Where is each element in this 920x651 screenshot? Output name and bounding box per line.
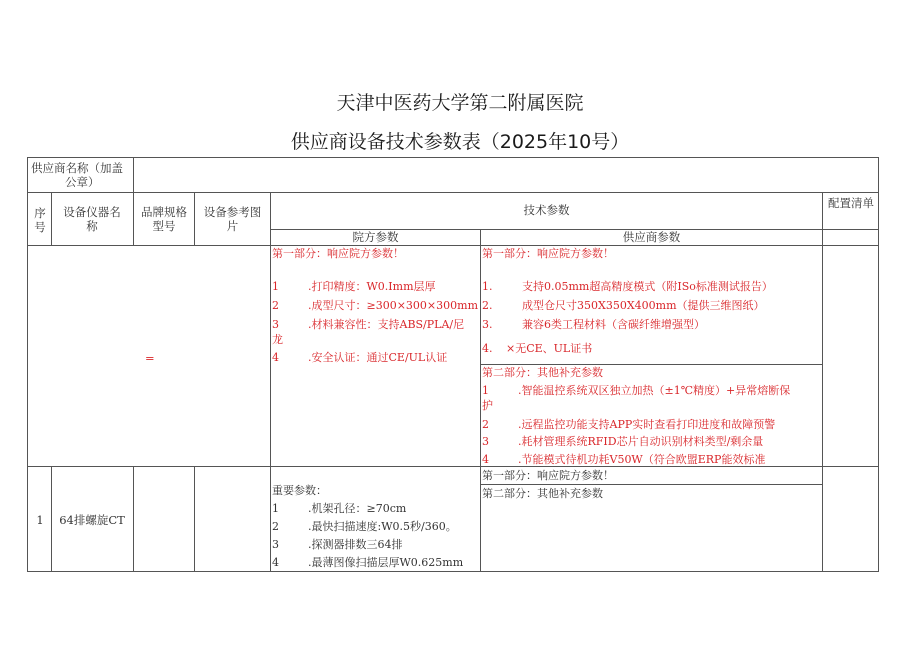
col-header-config: 配置清单 <box>828 196 874 210</box>
row1-seq: 1 <box>36 513 44 527</box>
supplier-name-label: 供应商名称（加盖 公章） <box>31 161 123 189</box>
row1-hospital-params: 重要参数： 1 .机架孔径：≥70cm 2 .最快扫描速度:W0.5秒/360。 3 .探测器排数三64排 4 .最薄图像扫描层厚W0.625mm <box>272 484 464 569</box>
sub-header-hospital: 院方参数 <box>352 230 399 244</box>
col-header-tech: 技术参数 <box>523 203 570 217</box>
example-row-seq: = <box>145 351 155 365</box>
col-header-brand: 品牌规格 型号 <box>141 205 187 233</box>
hospital-name: 天津中医药大学第二附属医院 <box>336 92 584 114</box>
example-supplier-part2: 第二部分：其他补充参数 1 .智能温控系统双区独立加热（±1℃精度）+异常熔断保 护 2 .远程监控功能支持APP实时查看打印进度和故障预警 3 .耗材管理系统RFID芯片自动识别材料类型/剩余量 4 .节能模式待机功耗V50W（符合欧盟ERP能效标准 <box>482 366 791 466</box>
col-header-ref-image: 设备参考图 片 <box>203 205 262 233</box>
row1-device: 64排螺旋CT <box>59 513 125 527</box>
form-title: 供应商设备技术参数表（2025年10号） <box>290 131 630 153</box>
col-header-seq: 序 号 <box>34 206 46 234</box>
example-hospital-params: 第一部分：响应院方参数！ 1 .打印精度：W0.Imm层厚 2 .成型尺寸：≥300×300×300mm 3 .材料兼容性：支持ABS/PLA/尼 龙 4 .安全认证：通过CE/UL认证 <box>272 247 478 364</box>
col-header-device: 设备仪器名 称 <box>63 205 121 233</box>
row1-supplier-part2: 第二部分：其他补充参数 <box>482 487 603 500</box>
row1-supplier-part1: 第一部分：响应院方参数！ <box>482 469 614 482</box>
sub-header-supplier: 供应商参数 <box>622 230 681 244</box>
example-supplier-part1: 第一部分：响应院方参数！ 1. 支持0.05mm超高精度模式（附ISo标准测试报告） 2. 成型仓尺寸350X350X400mm（提供三维图纸） 3. 兼容6类工程材料（含碳纤维增强型） 4. ×无CE、UL证书 <box>482 247 773 355</box>
